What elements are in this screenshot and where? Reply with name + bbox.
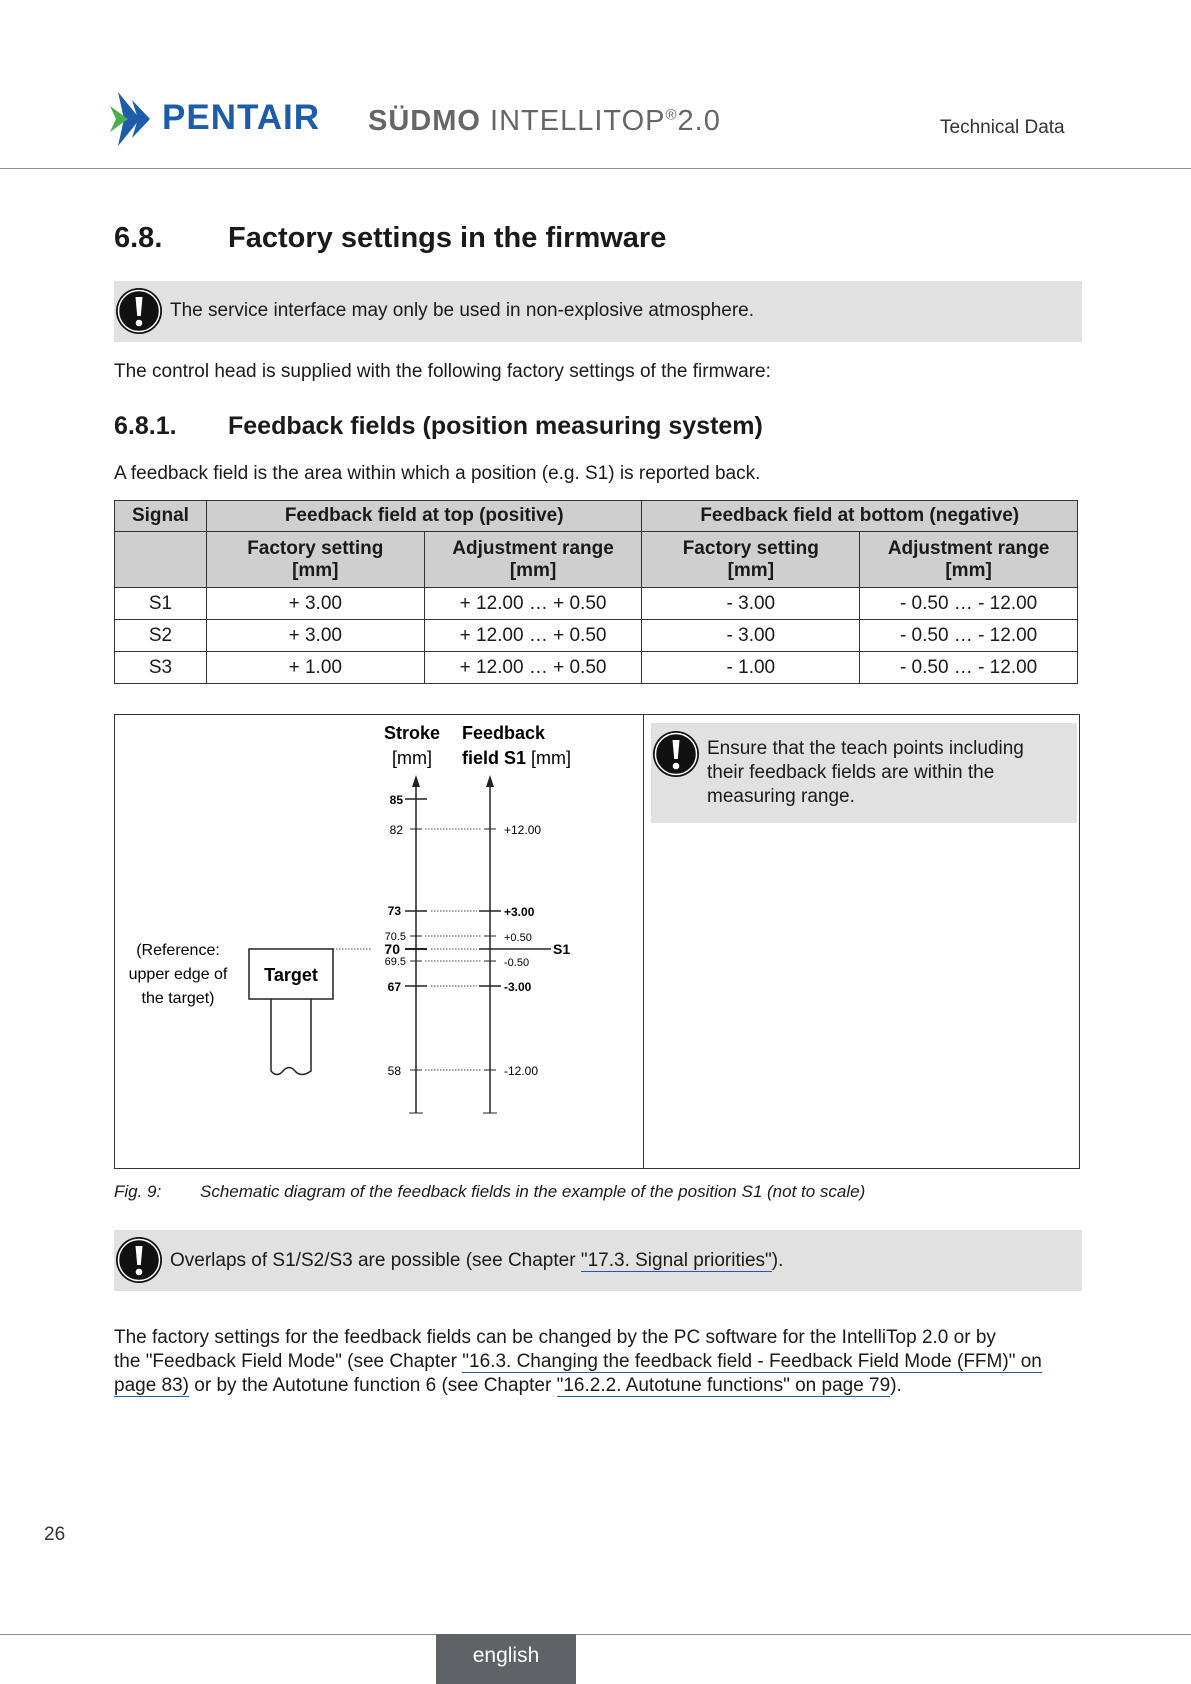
definition-text: A feedback field is the area within which a position (e.g. S1) is reported back. [114,463,761,484]
header-top-factory: Factory setting [mm] [206,532,424,588]
stroke-title: Stroke [383,723,441,743]
reference-line-2: upper edge of [128,966,228,983]
stroke-label-73: 73 [387,904,401,918]
intro-text: The control head is supplied with the following factory settings of the firmware: [114,361,771,382]
section-label: Technical Data [940,117,1065,138]
exclamation-icon [651,729,701,779]
table-row [115,588,1078,620]
stroke-label-85: 85 [389,793,403,807]
cell-bottom-range: - 0.50 … - 12.00 [860,620,1078,652]
stroke-label-70-5: 70.5 [384,931,406,943]
subsection-heading: 6.8.1. Feedback fields (position measuring system) [114,412,763,440]
exclamation-icon [114,286,164,336]
target-label: Target [264,965,318,985]
header-bottom-group: Feedback field at bottom (negative) [642,501,1078,532]
stroke-label-70: 70 [384,941,400,957]
fb-label-minus05: -0.50 [504,957,530,969]
exclamation-icon [114,1235,164,1285]
header-empty [115,532,207,588]
fb-label-minus12: -12.00 [504,1064,539,1078]
closing-paragraph: The factory settings for the feedback fields can be changed by the PC software for the IntelliTop 2.0 or by the "Feedback Field Mode" (see Chapter "16.3. Changing the feedback field - Feedback Field Mode (FFM)" on page 83) or by the Autotune function 6 (see Chapter "16.2.2. Autotune functions" on page 79). [114,1327,1042,1396]
cell-bottom-factory: - 3.00 [642,588,860,620]
cell-top-factory: + 3.00 [206,620,424,652]
stroke-label-69-5: 69.5 [384,956,406,968]
reference-line-1: (Reference: [136,942,220,959]
cell-top-factory: + 3.00 [206,588,424,620]
feedback-field-diagram [115,715,643,1168]
overlap-note-text: Overlaps of S1/S2/S3 are possible (see Chapter "17.3. Signal priorities"). [170,1250,784,1271]
stroke-label-58: 58 [387,1064,401,1078]
stroke-axis-arrow-icon [412,775,420,787]
product-name: SÜDMO INTELLITOP®2.0 [368,105,721,137]
stroke-label-82: 82 [389,823,403,837]
section-heading: 6.8. Factory settings in the firmware [114,222,667,254]
cell-top-range: + 12.00 … + 0.50 [424,620,642,652]
footer-divider [0,1634,1191,1635]
feedback-axis-arrow-icon [486,775,494,787]
warning-text: The service interface may only be used in non-explosive atmosphere. [170,300,755,321]
ffm-chapter-link[interactable]: "16.3. Changing the feedback field - Feedback Field Mode (FFM)" on [462,1351,1042,1372]
reference-line-3: the target) [141,990,215,1007]
cell-signal: S3 [115,652,207,684]
warning-note [114,281,1082,342]
page-number: 26 [44,1524,66,1545]
table-row [115,620,1078,652]
header-signal: Signal [115,501,207,532]
signal-priorities-link[interactable]: "17.3. Signal priorities" [580,1250,772,1271]
teach-note [651,723,1077,823]
fb-label-plus12: +12.00 [504,823,542,837]
cell-bottom-range: - 0.50 … - 12.00 [860,652,1078,684]
brand-name: PENTAIR [162,98,321,137]
target-stem [271,999,311,1075]
s1-label: S1 [553,941,571,957]
cell-top-range: + 12.00 … + 0.50 [424,652,642,684]
figure-box [114,714,1080,1169]
header-bottom-factory: Factory setting [mm] [642,532,860,588]
header-top-group: Feedback field at top (positive) [206,501,642,532]
page-header [0,0,1191,169]
feedback-title-2: field S1 [mm] [462,748,572,768]
fb-label-plus05: +0.50 [504,932,532,944]
ffm-page-link[interactable]: page 83) [114,1375,190,1396]
cell-top-range: + 12.00 … + 0.50 [424,588,642,620]
figure-divider [643,715,644,1168]
language-tab[interactable]: english [436,1634,576,1684]
stroke-label-67: 67 [387,980,401,994]
cell-signal: S1 [115,588,207,620]
fb-label-plus3: +3.00 [504,905,535,919]
feedback-title-1: Feedback [462,723,546,743]
header-bottom-range: Adjustment range [mm] [860,532,1078,588]
autotune-chapter-link[interactable]: "16.2.2. Autotune functions" on page 79 [556,1375,891,1396]
stroke-unit: [mm] [392,748,432,768]
figure-caption: Fig. 9: Schematic diagram of the feedback fields in the example of the position S1 (not to scale) [114,1182,866,1201]
cell-bottom-range: - 0.50 … - 12.00 [860,588,1078,620]
teach-note-text: Ensure that the teach points including their feedback fields are within the measuring range. [707,738,1024,807]
fb-label-minus3: -3.00 [504,980,532,994]
table-row [115,652,1078,684]
cell-bottom-factory: - 3.00 [642,620,860,652]
header-top-range: Adjustment range [mm] [424,532,642,588]
pentair-logo-icon [110,92,156,146]
feedback-fields-table [114,500,1078,684]
overlap-note [114,1230,1082,1291]
cell-bottom-factory: - 1.00 [642,652,860,684]
cell-top-factory: + 1.00 [206,652,424,684]
cell-signal: S2 [115,620,207,652]
